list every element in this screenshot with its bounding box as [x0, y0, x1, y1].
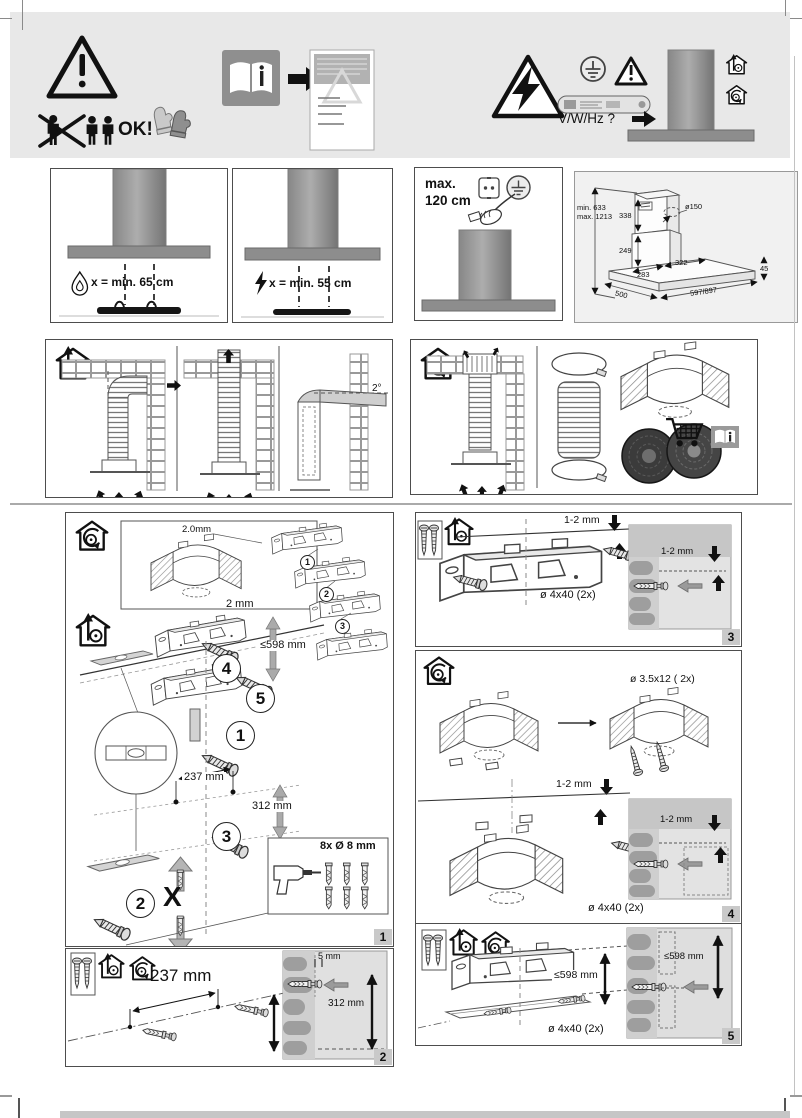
electric-clearance-label: x = min. 55 cm: [269, 276, 352, 290]
charcoal-filters: [622, 424, 721, 483]
crop-mark: [790, 18, 802, 19]
step4-deflector-screws: ø 3.5x12 ( 2x): [630, 673, 695, 685]
screws-icon: [422, 930, 446, 970]
hose-clamp-top: [552, 353, 606, 377]
ok-label: OK!: [118, 119, 153, 140]
step1-circle-3: 3: [212, 822, 241, 851]
air-deflector: [440, 691, 538, 760]
crop-mark: [0, 18, 12, 19]
step3-screw-spec: ø 4x40 (2x): [540, 589, 596, 601]
air-deflector-mounted: [450, 825, 563, 904]
step5-panel: [415, 923, 742, 1046]
house-exhaust-icon: [445, 517, 472, 544]
step1-circle-1: 1: [226, 721, 255, 750]
pencil-bar: [190, 709, 200, 741]
socket-icon: [479, 178, 499, 198]
step1-deflector-gap: 2.0mm: [182, 524, 212, 535]
step4-screw-spec: ø 4x40 (2x): [588, 902, 644, 914]
anchor-screw: [142, 1026, 177, 1041]
screw: [92, 914, 132, 942]
step1-callout-3: 3: [335, 619, 350, 634]
hand-with-plug: [468, 194, 515, 227]
safety-document: [310, 50, 374, 150]
step1-panel: [65, 512, 394, 947]
step1-circle-2: 2: [126, 889, 155, 918]
dim-lower-chimney: 249: [619, 246, 632, 255]
warning-small-icon: [616, 58, 646, 84]
recirc-duct-in-wall: [427, 346, 524, 494]
air-deflector: [621, 342, 729, 417]
dim-canopy-thickness: 45: [760, 264, 769, 273]
plug-icon: [507, 176, 530, 199]
screws-icon: [418, 521, 442, 559]
step3-badge: 3: [722, 629, 740, 645]
house-exhaust-icon: [450, 928, 477, 955]
step1-row-pitch: 312 mm: [252, 800, 292, 812]
step1-cross-mark: X: [163, 881, 182, 912]
recirc-panel: [410, 339, 758, 495]
step5-screw-spec: ø 4x40 (2x): [548, 1023, 604, 1035]
down-arrow-icon: [600, 779, 613, 795]
dim-body-width: 322: [675, 258, 688, 267]
house-exhaust-icon: [727, 54, 747, 74]
house-recirc-icon: [77, 522, 108, 550]
step1-wall-gap: 2 mm: [226, 598, 254, 610]
flame-icon: [72, 272, 87, 295]
no-single-person-icon: [40, 115, 84, 146]
crop-mark: [18, 1098, 20, 1118]
step4-inset-gap: 1-2 mm: [660, 814, 693, 825]
gas-clearance-art: [51, 169, 227, 322]
crop-mark: [785, 0, 786, 16]
booklet-icon: [711, 426, 739, 448]
step1-circle-5: 5: [246, 684, 275, 713]
step1-badge: 1: [374, 929, 392, 945]
step1-hole-pitch: 237 mm: [184, 771, 224, 783]
hood-chimney: [113, 169, 166, 246]
page-edge: [794, 56, 795, 1096]
step4-badge: 4: [722, 906, 740, 922]
hood-dimensions-drawing: [575, 172, 797, 322]
flexible-hose: [558, 382, 600, 458]
cord-max-line2: 120 cm: [425, 193, 471, 208]
step2-panel: [65, 948, 394, 1067]
dim-height-max: max. 1213: [577, 212, 613, 221]
wall-inset: [627, 928, 732, 1038]
gray-arrow-312: [273, 785, 287, 839]
dim-canopy-width: 597/897: [689, 285, 718, 298]
dim-body-depth: 283: [637, 270, 650, 279]
step5-badge: 5: [722, 1028, 740, 1044]
step3-inset-gap: 1-2 mm: [661, 546, 694, 557]
safety-band: [10, 12, 790, 158]
warning-triangle-icon: [49, 38, 115, 96]
step1-callout-1: 1: [300, 555, 315, 570]
gas-clearance-label: x = min. 65 cm: [91, 275, 174, 289]
gas-hob: [97, 307, 181, 314]
electric-hazard-icon: [494, 57, 562, 116]
dim-canopy-depth: 500: [614, 288, 629, 301]
step2-row-pitch: 312 mm: [328, 998, 365, 1009]
step1-max-span: ≤598 mm: [260, 639, 306, 651]
step3-art: [416, 513, 741, 646]
up-arrow-icon: [594, 809, 607, 825]
slope-label: 2°: [372, 383, 382, 394]
power-cord-panel: [414, 167, 563, 321]
step4-ceiling-gap: 1-2 mm: [556, 778, 592, 790]
step5-inset-max-span: ≤598 mm: [664, 951, 704, 962]
step2-hole-pitch: 237 mm: [150, 966, 212, 985]
wall-inset: [629, 525, 731, 629]
step1-callout-2: 2: [319, 587, 334, 602]
exhaust-duct-art: [46, 340, 392, 497]
step4-panel: [415, 650, 742, 924]
recirc-art: [411, 340, 757, 494]
ceiling-line: [456, 528, 650, 537]
lower-rail: [446, 995, 590, 1018]
electric-hob: [273, 309, 351, 315]
section-divider: [10, 503, 792, 505]
ceiling-line: [418, 793, 630, 801]
step2-badge: 2: [374, 1049, 392, 1065]
house-recirc-icon: [425, 658, 454, 684]
manual-book-icon: [222, 50, 280, 106]
dim-upper-chimney: 338: [619, 211, 632, 220]
exhaust-duct-panel: [45, 339, 393, 498]
dim-height-min: min. 633: [577, 203, 606, 212]
step3-ceiling-gap: 1-2 mm: [564, 514, 600, 526]
step3-panel: [415, 512, 742, 647]
earth-ground-icon: [581, 57, 605, 81]
house-exhaust-icon: [99, 953, 123, 977]
house-exhaust-icon: [77, 613, 109, 645]
screw: [627, 745, 644, 776]
duct-through-ceiling: [184, 349, 274, 497]
anchor-screw: [234, 1002, 269, 1017]
dimensions-panel: [574, 171, 798, 323]
bolt-icon: [255, 271, 267, 295]
down-arrow-icon: [608, 515, 621, 531]
step2-protrusion: 5 mm: [318, 951, 341, 961]
spirit-level-callout: [95, 712, 177, 851]
spirit-level: [88, 855, 159, 871]
page-bottom-bar: [60, 1111, 790, 1118]
duct-through-wall: [62, 360, 181, 497]
crop-mark: [0, 1095, 12, 1097]
duct-slope-side-view: [290, 354, 390, 490]
dim-duct: ø150: [685, 202, 703, 211]
dim-marks: [128, 989, 220, 1029]
screws-icon: [71, 953, 95, 995]
cord-max-line1: max.: [425, 176, 456, 191]
crop-mark: [22, 0, 23, 30]
house-recirc-icon: [727, 86, 747, 104]
gloves-icon: [152, 105, 192, 138]
hose-clamp-bottom: [552, 460, 606, 482]
gas-clearance-panel: [50, 168, 228, 323]
step5-max-span: ≤598 mm: [554, 969, 598, 981]
spacer-bar: [91, 651, 153, 665]
voltage-label: V/W/Hz ?: [558, 111, 616, 126]
step1-drill-spec: 8x Ø 8 mm: [320, 840, 376, 852]
hood-canopy: [68, 246, 210, 258]
electric-clearance-panel: [232, 168, 393, 323]
crop-mark: [790, 1095, 802, 1097]
electric-clearance-art: [233, 169, 392, 322]
step1-circle-4: 4: [212, 654, 241, 683]
two-persons-ok-icon: [87, 116, 114, 145]
